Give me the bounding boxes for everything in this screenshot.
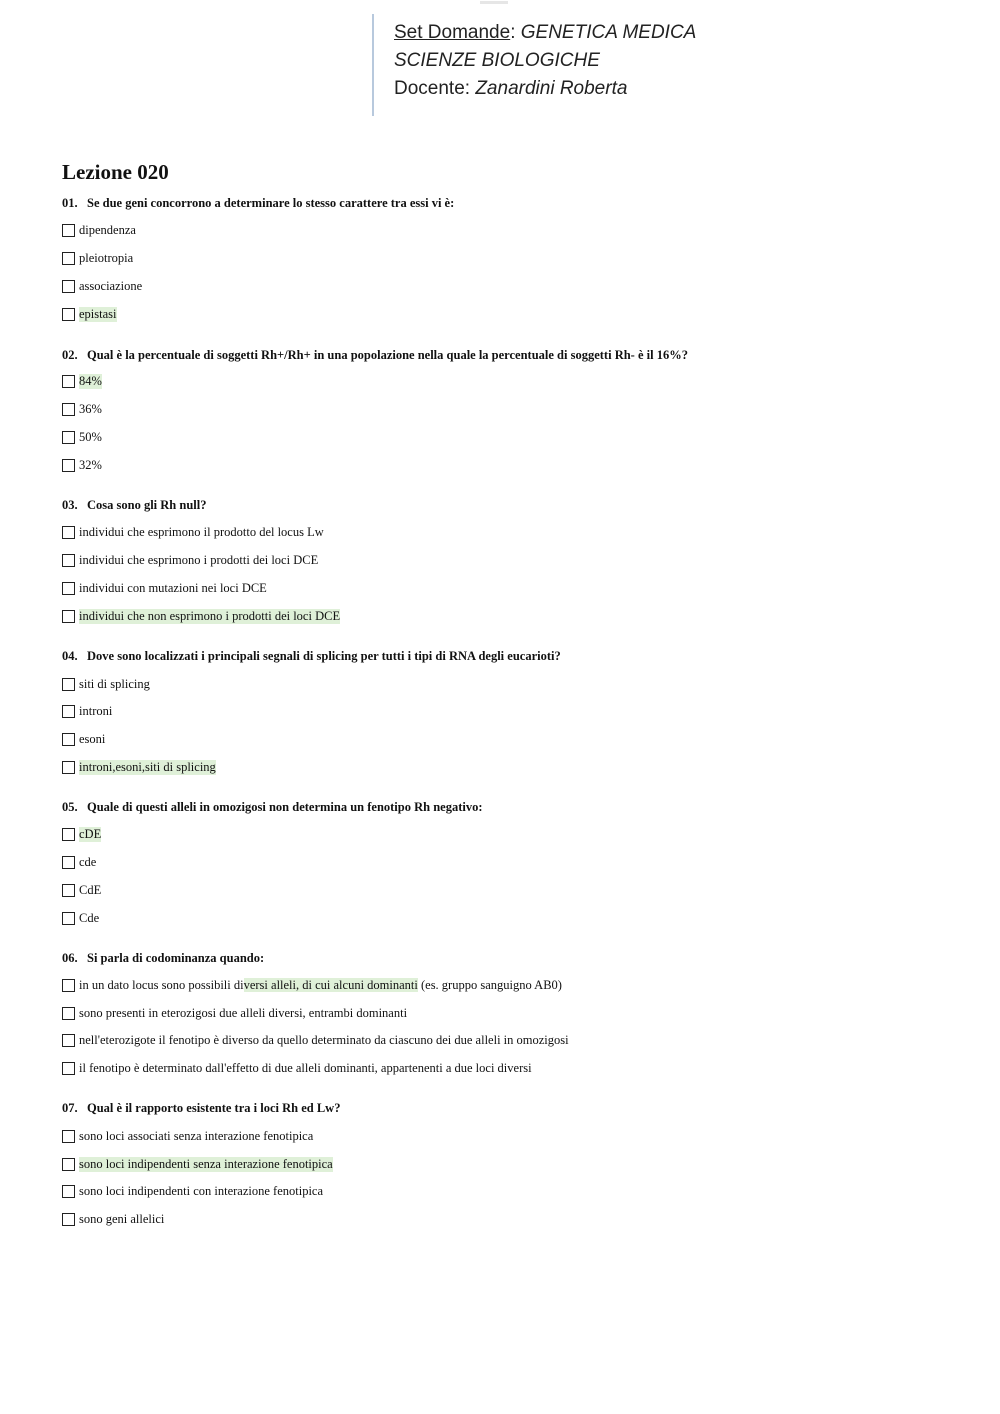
answer-option[interactable] [62, 222, 136, 238]
answer-option[interactable] [62, 854, 96, 870]
question-number: 02. [62, 348, 78, 362]
option-label: CdE [79, 882, 102, 897]
teacher-label: Docente: [394, 78, 471, 99]
option-label: individui che esprimono il prodotto del locus Lw [79, 524, 324, 539]
checkbox[interactable] [62, 912, 75, 925]
question-02 [62, 348, 688, 363]
option-label: individui con mutazioni nei loci DCE [79, 580, 267, 595]
checkbox[interactable] [62, 884, 75, 897]
option-label: siti di splicing [79, 676, 150, 691]
set-colon: : [510, 22, 516, 43]
question-07 [62, 1101, 340, 1116]
question-text: Qual è il rapporto esistente tra i loci Rh ed Lw? [87, 1101, 341, 1115]
question-text: Cosa sono gli Rh null? [87, 498, 207, 512]
option-label-highlighted: cDE [79, 826, 102, 841]
question-01 [62, 196, 454, 211]
option-label: dipendenza [79, 222, 136, 237]
option-label-highlighted: 84% [79, 373, 102, 388]
answer-option[interactable] [62, 703, 112, 719]
option-label: 50% [79, 429, 102, 444]
checkbox[interactable] [62, 1213, 75, 1226]
checkbox[interactable] [62, 431, 75, 444]
answer-option-correct[interactable] [62, 759, 216, 775]
course-name: SCIENZE BIOLOGICHE [394, 50, 600, 71]
answer-option-correct[interactable] [62, 608, 340, 624]
question-06 [62, 951, 264, 966]
answer-option[interactable] [62, 882, 101, 898]
lesson-title: Lezione 020 [62, 160, 169, 184]
option-label-highlighted: individui che non esprimono i prodotti dei loci DCE [79, 608, 341, 623]
question-number: 06. [62, 951, 78, 965]
checkbox[interactable] [62, 705, 75, 718]
option-label: sono loci associati senza interazione fenotipica [79, 1128, 314, 1143]
question-04 [62, 649, 561, 664]
question-03 [62, 498, 206, 513]
option-label: 36% [79, 401, 102, 416]
option-label: pleiotropia [79, 250, 134, 265]
document-header [372, 14, 794, 116]
question-text: Quale di questi alleli in omozigosi non determina un fenotipo Rh negativo: [87, 800, 483, 814]
option-label: cde [79, 854, 97, 869]
question-05 [62, 800, 483, 815]
checkbox[interactable] [62, 733, 75, 746]
answer-option[interactable] [62, 1128, 313, 1144]
option-label: esoni [79, 731, 106, 746]
checkbox[interactable] [62, 610, 75, 623]
checkbox[interactable] [62, 856, 75, 869]
option-label [79, 978, 562, 993]
checkbox[interactable] [62, 554, 75, 567]
option-label: il fenotipo è determinato dall'effetto di due alleli dominanti, appartenenti a due loci diversi [79, 1060, 532, 1075]
answer-option-correct[interactable] [62, 373, 102, 389]
option-label: nell'eterozigote il fenotipo è diverso da quello determinato da ciascuno dei due alleli in omozigosi [79, 1032, 569, 1047]
checkbox[interactable] [62, 1062, 75, 1075]
option-label: individui che esprimono i prodotti dei loci DCE [79, 552, 319, 567]
checkbox[interactable] [62, 1007, 75, 1020]
question-text: Qual è la percentuale di soggetti Rh+/Rh+ in una popolazione nella quale la percentuale di soggetti Rh- è il 16%? [87, 348, 688, 362]
checkbox[interactable] [62, 1185, 75, 1198]
question-number: 07. [62, 1101, 78, 1115]
checkbox[interactable] [62, 979, 75, 992]
option-label: Cde [79, 910, 100, 925]
option-label: sono presenti in eterozigosi due alleli diversi, entrambi dominanti [79, 1005, 408, 1020]
answer-option[interactable] [62, 731, 105, 747]
answer-option[interactable] [62, 429, 102, 445]
question-number: 01. [62, 196, 78, 210]
answer-option[interactable] [62, 910, 99, 926]
teacher-line [394, 78, 627, 100]
answer-option-correct[interactable] [62, 1156, 333, 1172]
set-label: Set Domande [394, 22, 511, 43]
option-label: associazione [79, 278, 143, 293]
page-top-mark [480, 1, 508, 4]
checkbox[interactable] [62, 828, 75, 841]
answer-option[interactable] [62, 580, 267, 596]
checkbox[interactable] [62, 1130, 75, 1143]
checkbox[interactable] [62, 403, 75, 416]
option-text-part: (es. gruppo sanguigno AB0) [417, 977, 562, 992]
question-number: 05. [62, 800, 78, 814]
option-text-part: in un dato locus sono possibili di [79, 977, 244, 992]
question-number: 03. [62, 498, 78, 512]
answer-option[interactable] [62, 552, 318, 568]
answer-option[interactable] [62, 1060, 532, 1076]
checkbox[interactable] [62, 252, 75, 265]
option-text-highlighted-part: versi alleli, di cui alcuni dominanti [243, 977, 418, 992]
checkbox[interactable] [62, 526, 75, 539]
answer-option[interactable] [62, 457, 102, 473]
answer-option-correct[interactable] [62, 826, 101, 842]
option-label-highlighted: introni,esoni,siti di splicing [79, 759, 216, 774]
answer-option[interactable] [62, 1211, 164, 1227]
question-text: Se due geni concorrono a determinare lo stesso carattere tra essi vi è: [87, 196, 455, 210]
checkbox[interactable] [62, 280, 75, 293]
checkbox[interactable] [62, 1158, 75, 1171]
answer-option[interactable] [62, 524, 324, 540]
option-label-highlighted: epistasi [79, 306, 117, 321]
question-text: Si parla di codominanza quando: [87, 951, 265, 965]
option-label: sono loci indipendenti con interazione fenotipica [79, 1183, 324, 1198]
checkbox[interactable] [62, 459, 75, 472]
answer-option[interactable] [62, 676, 150, 692]
checkbox[interactable] [62, 582, 75, 595]
checkbox[interactable] [62, 678, 75, 691]
option-label: sono geni allelici [79, 1211, 165, 1226]
answer-option[interactable] [62, 1032, 569, 1048]
checkbox[interactable] [62, 761, 75, 774]
answer-option[interactable] [62, 977, 562, 993]
teacher-name: Zanardini Roberta [475, 78, 628, 99]
answer-option[interactable] [62, 1183, 323, 1199]
question-number: 04. [62, 649, 78, 663]
checkbox[interactable] [62, 1034, 75, 1047]
set-value: GENETICA MEDICA [520, 22, 697, 43]
question-text: Dove sono localizzati i principali segnali di splicing per tutti i tipi di RNA degli eucarioti? [87, 649, 561, 663]
answer-option[interactable] [62, 250, 133, 266]
question-set-line [394, 22, 696, 44]
checkbox[interactable] [62, 308, 75, 321]
answer-option[interactable] [62, 401, 102, 417]
option-label: 32% [79, 457, 102, 472]
checkbox[interactable] [62, 224, 75, 237]
answer-option[interactable] [62, 1005, 407, 1021]
answer-option[interactable] [62, 278, 142, 294]
option-label: introni [79, 703, 113, 718]
answer-option-correct[interactable] [62, 306, 117, 322]
checkbox[interactable] [62, 375, 75, 388]
option-label-highlighted: sono loci indipendenti senza interazione fenotipica [79, 1156, 333, 1171]
